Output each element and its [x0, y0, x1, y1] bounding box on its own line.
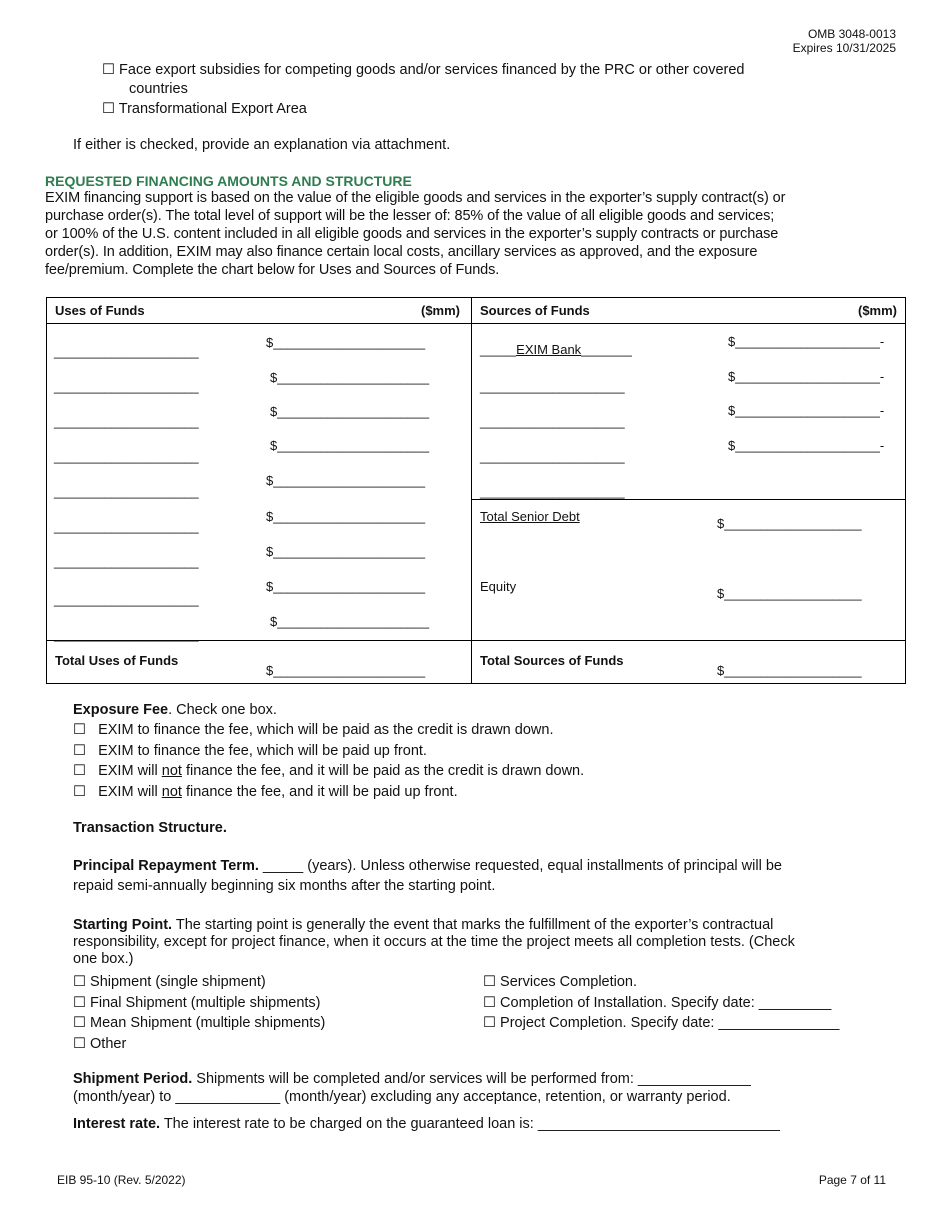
checkbox-icon[interactable]: ☐ [102, 62, 115, 78]
repayment-line2: repaid semi-annually beginning six months after the starting point. [73, 878, 496, 894]
equity-amount[interactable]: $___________________ [717, 586, 862, 601]
checkbox-transformational-export[interactable] [102, 101, 307, 117]
use-name-field[interactable]: ____________________ [54, 627, 199, 642]
use-name-field[interactable]: ____________________ [54, 554, 199, 569]
total-senior-debt-label: Total Senior Debt [480, 509, 580, 524]
checkbox-final-shipment[interactable]: ☐ Final Shipment (multiple shipments) [73, 994, 321, 1011]
total-uses-label: Total Uses of Funds [55, 653, 179, 668]
checkbox-export-subsidies[interactable] [102, 62, 744, 78]
checkbox-label-cont: countries [129, 81, 188, 97]
paragraph-line: fee/premium. Complete the chart below for Uses and Sources of Funds. [45, 262, 500, 278]
use-amount-field[interactable]: $_____________________ [266, 335, 426, 350]
use-amount-field[interactable]: $_____________________ [266, 579, 426, 594]
equity-label: Equity [480, 579, 517, 594]
uses-sources-table [46, 297, 906, 684]
exim-bank-value: EXIM Bank [516, 342, 582, 357]
starting-point-text: Starting Point. The starting point is generally the event that marks the fulfillment of the exporter’s contractual responsibility, except for project finance, when it occurs at the time the project meets all completion tests. (Check one box.) [73, 917, 795, 967]
omb-number: OMB 3048-0013 [807, 27, 896, 41]
use-name-field[interactable]: ____________________ [54, 519, 199, 534]
exposure-fee-title: Exposure Fee. Check one box. [73, 702, 277, 718]
exposure-option[interactable]: ☐ EXIM will not finance the fee, and it will be paid as the credit is drawn down. [73, 763, 585, 780]
use-name-field[interactable]: ____________________ [54, 484, 199, 499]
checkbox-label: Face export subsidies for competing goods and/or services financed by the PRC or other covered [119, 62, 745, 78]
source-amount-field[interactable]: $____________________- [728, 334, 885, 349]
source-amount-field[interactable]: $____________________- [728, 403, 885, 418]
starting-left-options [73, 972, 325, 1055]
section-heading: REQUESTED FINANCING AMOUNTS AND STRUCTURE [45, 173, 412, 189]
uses-unit: ($mm) [421, 303, 461, 318]
transaction-structure-heading: Transaction Structure. [73, 820, 227, 836]
repayment-term-input[interactable]: _____ [262, 858, 304, 874]
checkbox-label: Transformational Export Area [118, 101, 307, 117]
form-number: EIB 95-10 (Rev. 5/2022) [57, 1173, 186, 1187]
source-exim-bank[interactable]: _____EXIM Bank_______ [480, 342, 632, 357]
sources-header: Sources of Funds [480, 303, 590, 318]
total-uses-amount[interactable]: $_____________________ [266, 663, 426, 678]
checkbox-other[interactable]: ☐ Other [73, 1036, 127, 1053]
use-name-field[interactable]: ____________________ [54, 414, 199, 429]
page-number: Page 7 of 11 [818, 1173, 886, 1187]
total-senior-debt-amount[interactable]: $___________________ [717, 516, 862, 531]
omb-header [793, 27, 896, 55]
use-amount-field[interactable]: $_____________________ [266, 509, 426, 524]
source-name-field[interactable]: ____________________ [480, 484, 625, 499]
financing-paragraph [45, 189, 895, 279]
checkbox-mean-shipment[interactable]: ☐ Mean Shipment (multiple shipments) [73, 1015, 326, 1032]
use-amount-field[interactable]: $_____________________ [270, 614, 430, 629]
source-name-field[interactable]: ____________________ [480, 379, 625, 394]
use-amount-field[interactable]: $_____________________ [270, 438, 430, 453]
shipment-period[interactable]: Shipment Period. Shipments will be completed and/or services will be performed from: ______________ (month/year) to _____________ (month/year) excluding any acceptance, retention, or warranty period. [73, 1071, 751, 1105]
exposure-option[interactable]: ☐ EXIM to finance the fee, which will be paid up front. [73, 742, 427, 759]
explain-note: If either is checked, provide an explanation via attachment. [73, 137, 451, 153]
source-amount-field[interactable]: $____________________- [728, 438, 885, 453]
use-amount-field[interactable]: $_____________________ [270, 370, 430, 385]
paragraph-line: or 100% of the U.S. content included in all eligible goods and services in the exporter’s supply contracts or purchase [45, 226, 779, 242]
divider [471, 298, 472, 683]
source-name-field[interactable]: ____________________ [480, 449, 625, 464]
interest-rate[interactable]: Interest rate. The interest rate to be charged on the guaranteed loan is: ______________________________ [73, 1116, 780, 1132]
checkbox-icon[interactable]: ☐ [73, 763, 86, 780]
checkbox-shipment[interactable]: ☐ Shipment (single shipment) [73, 974, 266, 990]
use-name-field[interactable]: ____________________ [54, 592, 199, 607]
use-amount-field[interactable]: $_____________________ [270, 404, 430, 419]
checkbox-icon[interactable]: ☐ [73, 722, 86, 738]
checkbox-services-completion[interactable]: ☐ Services Completion. [483, 974, 638, 990]
exposure-option[interactable]: ☐ EXIM will not finance the fee, and it will be paid up front. [73, 784, 458, 801]
use-amount-field[interactable]: $_____________________ [266, 473, 426, 488]
checkbox-icon[interactable]: ☐ [73, 784, 86, 801]
source-name-field[interactable]: ____________________ [480, 414, 625, 429]
use-amount-field[interactable]: $_____________________ [266, 544, 426, 559]
uses-header: Uses of Funds [55, 303, 145, 318]
checkbox-icon[interactable]: ☐ [102, 101, 115, 117]
checkbox-project-completion[interactable]: ☐ Project Completion. Specify date: _______________ [483, 1015, 840, 1032]
checkbox-installation-completion[interactable]: ☐ Completion of Installation. Specify date: _________ [483, 994, 832, 1011]
sources-unit: ($mm) [857, 303, 897, 318]
total-sources-label: Total Sources of Funds [480, 653, 624, 668]
source-amount-field[interactable]: $____________________- [728, 369, 885, 384]
use-name-field[interactable]: ____________________ [54, 344, 199, 359]
use-name-field[interactable]: ____________________ [54, 379, 199, 394]
divider [47, 323, 905, 324]
use-name-field[interactable]: ____________________ [54, 449, 199, 464]
repayment-line1: Principal Repayment Term. _____ (years). Unless otherwise requested, equal installments of principal will be [73, 858, 782, 874]
paragraph-line: EXIM financing support is based on the value of the eligible goods and services in the exporter’s supply contract(s) or [45, 190, 786, 206]
paragraph-line: purchase order(s). The total level of support will be the lesser of: 85% of the value of all eligible goods and services; [45, 208, 775, 224]
divider [471, 499, 905, 500]
checkbox-icon[interactable]: ☐ [73, 742, 86, 759]
starting-right-options [483, 972, 839, 1034]
exposure-option[interactable]: ☐ EXIM to finance the fee, which will be paid as the credit is drawn down. [73, 722, 554, 738]
omb-expiry: Expires 10/31/2025 [792, 41, 896, 55]
paragraph-line: order(s). In addition, EXIM may also finance certain local costs, ancillary services as approved, and the exposure [45, 244, 758, 260]
total-sources-amount[interactable]: $___________________ [717, 663, 862, 678]
